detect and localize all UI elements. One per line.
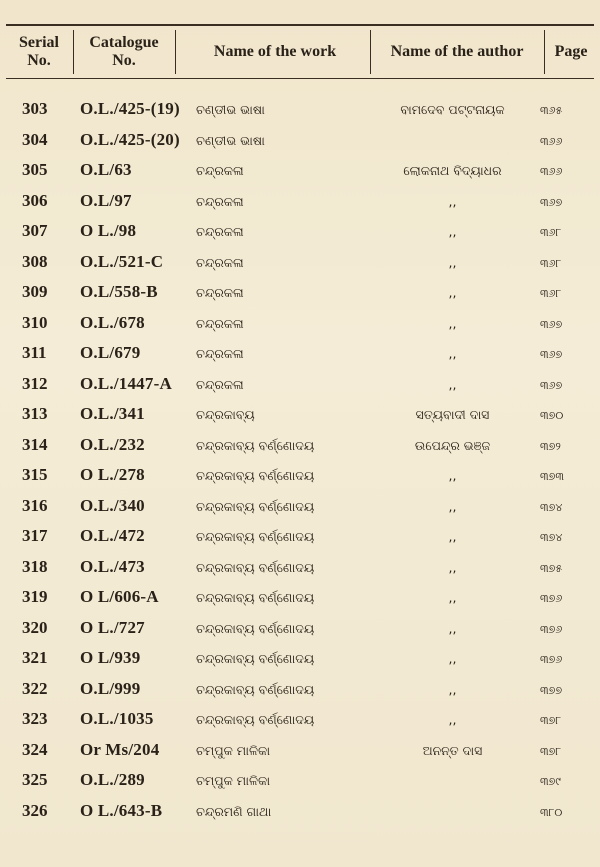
serial-cell: 317 bbox=[22, 526, 48, 545]
author-cell: ,, bbox=[448, 651, 457, 666]
work-cell: ଚନ୍ଦ୍ରକାବ୍ୟ ବର୍ଣ୍ଣୋଦୟ bbox=[196, 529, 315, 544]
author-cell: ,, bbox=[448, 498, 457, 514]
author-cell: ,, bbox=[448, 224, 457, 239]
author-cell: ,, bbox=[448, 681, 457, 697]
work-cell: ଚନ୍ଦ୍ରକାବ୍ୟ bbox=[196, 407, 255, 422]
author-cell: ,, bbox=[448, 590, 457, 605]
catalogue-cell: O.L/679 bbox=[80, 343, 141, 362]
page-cell: ୩୭୩ bbox=[540, 470, 565, 483]
work-cell: ଚଣ୍ଡୀଭ ଭାଷା bbox=[196, 102, 265, 117]
author-cell: ଉପେନ୍ଦ୍ର ଭଞ୍ଜ bbox=[414, 437, 491, 453]
serial-cell: 323 bbox=[22, 709, 48, 728]
header-rule bbox=[6, 78, 594, 79]
header-page-label: Page bbox=[554, 43, 588, 60]
catalogue-cell: O.L./232 bbox=[80, 434, 145, 454]
page-cell: ୩୬୮ bbox=[540, 226, 562, 239]
serial-cell: 319 bbox=[22, 587, 48, 606]
page-cell: ୩୬୭ bbox=[540, 195, 563, 209]
serial-cell: 318 bbox=[22, 556, 48, 576]
catalogue-cell: O.L./1035 bbox=[80, 709, 154, 728]
catalogue-cell: O.L./1447-A bbox=[80, 373, 172, 393]
work-cell: ଚଣ୍ଡୀଭ ଭାଷା bbox=[196, 132, 265, 148]
page-cell: ୩୭୬ bbox=[540, 622, 563, 636]
header-divider bbox=[175, 30, 176, 74]
work-cell: ଚନ୍ଦ୍ରକଳା bbox=[196, 193, 244, 209]
table-row bbox=[0, 462, 600, 493]
page-cell: ୩୬୭ bbox=[540, 317, 563, 331]
work-cell: ଚନ୍ଦ୍ରକାବ୍ୟ ବର୍ଣ୍ଣୋଦୟ bbox=[196, 590, 315, 605]
page-cell: ୩୬୫ bbox=[540, 104, 563, 117]
work-cell: ଚନ୍ଦ୍ରକଳା bbox=[196, 163, 244, 178]
catalogue-cell: O L./278 bbox=[80, 465, 145, 484]
table-header bbox=[0, 26, 600, 78]
work-cell: ଚନ୍ଦ୍ରମଣି ଗାଥା bbox=[196, 803, 272, 819]
work-cell: ଚନ୍ଦ୍ରକଳା bbox=[196, 346, 244, 361]
catalogue-cell: O.L./341 bbox=[80, 404, 145, 423]
work-cell: ଚନ୍ଦ୍ରକାବ୍ୟ ବର୍ଣ୍ଣୋଦୟ bbox=[196, 498, 315, 514]
table-row bbox=[0, 493, 600, 524]
table-row bbox=[0, 767, 600, 798]
header-page bbox=[546, 26, 596, 78]
table-row bbox=[0, 310, 600, 341]
header-divider bbox=[73, 30, 74, 74]
catalogue-cell: O.L./473 bbox=[80, 556, 145, 576]
header-work-label: Name of the work bbox=[213, 43, 337, 60]
page-cell: ୩୬୭ bbox=[540, 348, 563, 361]
table-row bbox=[0, 401, 600, 432]
serial-cell: 312 bbox=[22, 373, 48, 393]
table-row bbox=[0, 615, 600, 646]
table-row bbox=[0, 523, 600, 554]
work-cell: ଚମ୍ପୁକ ମାଳିକା bbox=[196, 742, 271, 758]
catalogue-cell: O.L./425-(19) bbox=[80, 99, 180, 118]
author-cell: ,, bbox=[448, 620, 457, 636]
table-row bbox=[0, 157, 600, 188]
table-row bbox=[0, 798, 600, 829]
header-author bbox=[372, 26, 542, 78]
page-cell: ୩୭୦ bbox=[540, 409, 564, 422]
serial-cell: 321 bbox=[22, 648, 48, 667]
table-row bbox=[0, 676, 600, 707]
page-cell: ୩୮୦ bbox=[540, 805, 563, 819]
catalogue-cell: O L/939 bbox=[80, 648, 141, 667]
table-row bbox=[0, 279, 600, 310]
serial-cell: 322 bbox=[22, 678, 48, 698]
serial-cell: 316 bbox=[22, 495, 48, 515]
author-cell: ଲୋକନାଥ ବିଦ୍ୟାଧର bbox=[403, 163, 502, 178]
serial-cell: 325 bbox=[22, 770, 48, 789]
serial-cell: 303 bbox=[22, 99, 48, 118]
catalogue-cell: O.L/558-B bbox=[80, 282, 158, 301]
catalogue-cell: O.L/999 bbox=[80, 678, 141, 698]
serial-cell: 314 bbox=[22, 434, 48, 454]
work-cell: ଚନ୍ଦ୍ରକାବ୍ୟ ବର୍ଣ୍ଣୋଦୟ bbox=[196, 468, 315, 483]
work-cell: ଚନ୍ଦ୍ରକାବ୍ୟ ବର୍ଣ୍ଣୋଦୟ bbox=[196, 712, 315, 727]
author-cell: ,, bbox=[448, 193, 457, 209]
header-catalogue-line1: Catalogue bbox=[89, 34, 159, 51]
page-cell: ୩୭୪ bbox=[540, 500, 563, 514]
table-row bbox=[0, 432, 600, 463]
catalogue-cell: O.L/97 bbox=[80, 190, 132, 210]
catalogue-cell: Or Ms/204 bbox=[80, 739, 160, 759]
work-cell: ଚନ୍ଦ୍ରକଳା bbox=[196, 254, 244, 270]
work-cell: ଚନ୍ଦ୍ରକଳା bbox=[196, 315, 244, 331]
page-cell: ୩୭୪ bbox=[540, 531, 563, 544]
table-row bbox=[0, 645, 600, 676]
author-cell: ,, bbox=[448, 376, 457, 392]
catalogue-cell: O.L./521-C bbox=[80, 251, 164, 271]
catalogue-cell: O L/606-A bbox=[80, 587, 159, 606]
author-cell: ,, bbox=[448, 712, 457, 727]
work-cell: ଚନ୍ଦ୍ରକଳା bbox=[196, 285, 244, 300]
table-row bbox=[0, 188, 600, 219]
table-row bbox=[0, 554, 600, 585]
header-serial-line2: No. bbox=[27, 52, 51, 69]
catalogue-cell: O L./727 bbox=[80, 617, 145, 637]
work-cell: ଚନ୍ଦ୍ରକାବ୍ୟ ବର୍ଣ୍ଣୋଦୟ bbox=[196, 559, 315, 575]
serial-cell: 320 bbox=[22, 617, 48, 637]
serial-cell: 308 bbox=[22, 251, 48, 271]
work-cell: ଚନ୍ଦ୍ରକାବ୍ୟ ବର୍ଣ୍ଣୋଦୟ bbox=[196, 620, 315, 636]
page-cell: ୩୬୮ bbox=[540, 287, 562, 300]
catalogue-cell: O.L/63 bbox=[80, 160, 132, 179]
page-cell: ୩୭୬ bbox=[540, 592, 563, 605]
author-cell: ,, bbox=[448, 559, 457, 575]
work-cell: ଚନ୍ଦ୍ରକାବ୍ୟ ବର୍ଣ୍ଣୋଦୟ bbox=[196, 437, 315, 453]
author-cell: ,, bbox=[448, 468, 457, 483]
work-cell: ଚମ୍ପୁକ ମାଳିକା bbox=[196, 773, 271, 788]
catalogue-cell: O.L./340 bbox=[80, 495, 145, 515]
page-cell: ୩୬୭ bbox=[540, 378, 563, 392]
author-cell: ,, bbox=[448, 529, 457, 544]
author-cell: ଅନନ୍ତ ଦାସ bbox=[422, 742, 483, 758]
author-cell: ବାମଦେବ ପଟ୍ଟନାୟକ bbox=[400, 102, 505, 117]
page-cell: ୩୭୯ bbox=[540, 775, 561, 788]
header-divider bbox=[544, 30, 545, 74]
serial-cell: 304 bbox=[22, 129, 48, 149]
page-cell: ୩୭୮ bbox=[540, 744, 562, 758]
catalogue-cell: O.L./289 bbox=[80, 770, 145, 789]
catalogue-cell: O.L./425-(20) bbox=[80, 129, 180, 149]
header-catalogue bbox=[76, 26, 172, 78]
table-row bbox=[0, 371, 600, 402]
header-serial bbox=[8, 26, 70, 78]
table-body bbox=[0, 96, 600, 828]
serial-cell: 326 bbox=[22, 800, 48, 820]
page-cell: ୩୭୭ bbox=[540, 683, 563, 697]
table-row bbox=[0, 584, 600, 615]
table-row bbox=[0, 706, 600, 737]
serial-cell: 315 bbox=[22, 465, 48, 484]
serial-cell: 307 bbox=[22, 221, 48, 240]
work-cell: ଚନ୍ଦ୍ରକଳା bbox=[196, 224, 244, 239]
work-cell: ଚନ୍ଦ୍ରକାବ୍ୟ ବର୍ଣ୍ଣୋଦୟ bbox=[196, 681, 315, 697]
catalogue-cell: O.L./678 bbox=[80, 312, 145, 332]
author-cell: ,, bbox=[448, 285, 457, 300]
page-cell: ୩୭୫ bbox=[540, 561, 563, 575]
page-cell: ୩୭୮ bbox=[540, 714, 562, 727]
table-row bbox=[0, 340, 600, 371]
page-cell: ୩୬୮ bbox=[540, 256, 562, 270]
catalogue-cell: O.L./472 bbox=[80, 526, 145, 545]
serial-cell: 311 bbox=[22, 343, 47, 362]
author-cell: ,, bbox=[448, 346, 457, 361]
author-cell: ସତ୍ୟବାଦୀ ଦାସ bbox=[415, 407, 490, 422]
serial-cell: 313 bbox=[22, 404, 48, 423]
table-row bbox=[0, 218, 600, 249]
serial-cell: 305 bbox=[22, 160, 48, 179]
page-cell: ୩୬୬ bbox=[540, 165, 563, 178]
page-cell: ୩୬୬ bbox=[540, 134, 563, 148]
author-cell: ,, bbox=[448, 315, 457, 331]
header-divider bbox=[370, 30, 371, 74]
header-author-label: Name of the author bbox=[390, 43, 524, 60]
work-cell: ଚନ୍ଦ୍ରକଳା bbox=[196, 376, 244, 392]
page-cell: ୩୭୬ bbox=[540, 653, 563, 666]
table-row bbox=[0, 737, 600, 768]
serial-cell: 309 bbox=[22, 282, 48, 301]
serial-cell: 306 bbox=[22, 190, 48, 210]
header-serial-line1: Serial bbox=[19, 34, 59, 51]
work-cell: ଚନ୍ଦ୍ରକାବ୍ୟ ବର୍ଣ୍ଣୋଦୟ bbox=[196, 651, 315, 666]
catalogue-cell: O L./643-B bbox=[80, 800, 163, 820]
author-cell: ,, bbox=[448, 254, 457, 270]
table-row bbox=[0, 96, 600, 127]
header-work bbox=[180, 26, 370, 78]
table-row bbox=[0, 249, 600, 280]
table-row bbox=[0, 127, 600, 158]
page-cell: ୩୭୨ bbox=[540, 439, 561, 453]
serial-cell: 310 bbox=[22, 312, 48, 332]
header-catalogue-line2: No. bbox=[112, 52, 136, 69]
catalogue-cell: O L./98 bbox=[80, 221, 137, 240]
serial-cell: 324 bbox=[22, 739, 48, 759]
